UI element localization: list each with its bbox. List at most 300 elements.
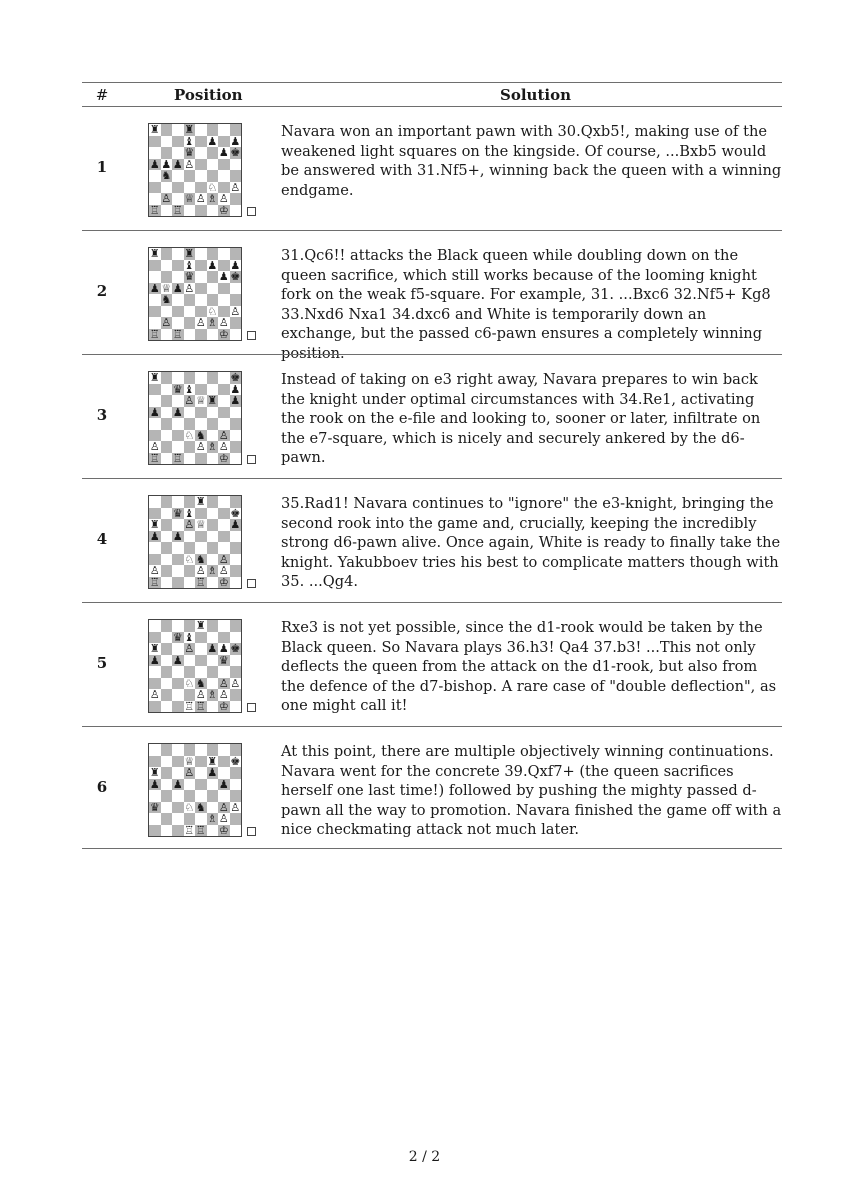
row-number: 1 — [96, 158, 108, 176]
board-square — [161, 565, 173, 577]
board-square — [161, 767, 173, 779]
board-square — [161, 802, 173, 814]
white-pawn-icon: ♙ — [218, 801, 229, 813]
table-row — [82, 478, 782, 602]
board-square — [172, 441, 184, 453]
board-square — [172, 294, 184, 306]
board-square — [195, 260, 207, 272]
board-square — [230, 205, 242, 217]
white-king-icon: ♔ — [218, 452, 229, 464]
white-pawn-icon: ♙ — [184, 767, 195, 779]
black-knight-icon: ♞ — [161, 170, 172, 182]
black-rook-icon: ♜ — [149, 124, 160, 136]
board-square — [218, 519, 230, 531]
board-square — [207, 283, 219, 295]
white-pawn-icon: ♙ — [230, 801, 241, 813]
board-square — [172, 767, 184, 779]
white-rook-icon: ♖ — [184, 700, 195, 712]
board-square — [161, 813, 173, 825]
row-number: 4 — [96, 530, 108, 548]
board-square — [230, 565, 242, 577]
board-square — [149, 418, 161, 430]
black-rook-icon: ♜ — [195, 620, 206, 632]
board-square — [184, 744, 196, 756]
white-pawn-icon: ♙ — [218, 441, 229, 453]
board-square — [207, 802, 219, 814]
chess-board — [148, 371, 242, 465]
white-bishop-icon: ♗ — [207, 565, 218, 577]
solution-text: 35.Rad1! Navara continues to "ignore" the e3-knight, bringing the second rook into the game and, crucially, keeping the incredibly strong d6-pawn alive. Once again, White is ready to finally take the knight. Yakubboev tries his best to complicate matters though with 35. ...Qg4. — [281, 495, 781, 590]
board-square — [149, 384, 161, 396]
board-square — [172, 802, 184, 814]
board-square — [207, 271, 219, 283]
board-square — [195, 779, 207, 791]
board-square — [161, 124, 173, 136]
white-rook-icon: ♖ — [149, 328, 160, 340]
black-king-icon: ♚ — [230, 643, 241, 655]
board-square — [172, 395, 184, 407]
black-rook-icon: ♜ — [149, 519, 160, 531]
board-square — [161, 329, 173, 341]
white-pawn-icon: ♙ — [230, 305, 241, 317]
board-square — [149, 678, 161, 690]
board-square — [149, 147, 161, 159]
board-square — [161, 519, 173, 531]
black-pawn-icon: ♟ — [172, 654, 183, 666]
board-square — [207, 294, 219, 306]
board-square — [207, 554, 219, 566]
board-square — [218, 620, 230, 632]
board-square — [195, 813, 207, 825]
black-pawn-icon: ♟ — [207, 135, 218, 147]
chess-board — [148, 247, 242, 341]
board-square — [218, 407, 230, 419]
board-square — [195, 744, 207, 756]
black-queen-icon: ♛ — [218, 654, 229, 666]
board-square — [149, 825, 161, 837]
board-square — [195, 790, 207, 802]
white-rook-icon: ♖ — [172, 452, 183, 464]
black-pawn-icon: ♟ — [230, 135, 241, 147]
board-square — [184, 542, 196, 554]
board-square — [149, 136, 161, 148]
black-pawn-icon: ♟ — [149, 778, 160, 790]
board-square — [184, 441, 196, 453]
board-square — [195, 248, 207, 260]
board-square — [184, 317, 196, 329]
board-square — [184, 666, 196, 678]
board-square — [195, 767, 207, 779]
board-square — [218, 170, 230, 182]
board-square — [218, 632, 230, 644]
board-square — [161, 453, 173, 465]
board-square — [207, 147, 219, 159]
black-bishop-icon: ♝ — [184, 631, 195, 643]
board-square — [230, 430, 242, 442]
column-header-position: Position — [174, 86, 243, 104]
board-square — [172, 418, 184, 430]
side-to-move-indicator — [247, 331, 256, 340]
black-rook-icon: ♜ — [207, 755, 218, 767]
board-square — [184, 577, 196, 589]
black-queen-icon: ♛ — [184, 147, 195, 159]
chess-board — [148, 619, 242, 713]
table-top-rule — [82, 82, 782, 83]
white-king-icon: ♔ — [218, 204, 229, 216]
white-pawn-icon: ♙ — [218, 565, 229, 577]
board-square — [149, 271, 161, 283]
board-square — [230, 418, 242, 430]
black-pawn-icon: ♟ — [161, 158, 172, 170]
board-square — [195, 329, 207, 341]
white-bishop-icon: ♗ — [207, 193, 218, 205]
chess-board — [148, 743, 242, 837]
black-knight-icon: ♞ — [195, 801, 206, 813]
board-square — [195, 182, 207, 194]
chess-board — [148, 495, 242, 589]
black-pawn-icon: ♟ — [172, 282, 183, 294]
black-king-icon: ♚ — [230, 271, 241, 283]
board-square — [207, 496, 219, 508]
board-square — [230, 496, 242, 508]
board-square — [184, 407, 196, 419]
board-square — [149, 790, 161, 802]
board-square — [161, 384, 173, 396]
black-rook-icon: ♜ — [184, 248, 195, 260]
board-square — [172, 825, 184, 837]
black-pawn-icon: ♟ — [207, 767, 218, 779]
white-pawn-icon: ♙ — [218, 429, 229, 441]
board-square — [161, 508, 173, 520]
black-pawn-icon: ♟ — [218, 147, 229, 159]
board-square — [149, 496, 161, 508]
board-square — [195, 655, 207, 667]
board-square — [207, 248, 219, 260]
board-square — [230, 689, 242, 701]
black-queen-icon: ♛ — [172, 383, 183, 395]
board-square — [161, 632, 173, 644]
board-square — [195, 418, 207, 430]
board-square — [184, 306, 196, 318]
board-square — [149, 430, 161, 442]
column-header-number: # — [95, 86, 109, 104]
board-square — [161, 689, 173, 701]
white-knight-icon: ♘ — [207, 181, 218, 193]
board-square — [149, 542, 161, 554]
board-square — [230, 744, 242, 756]
board-square — [161, 620, 173, 632]
chess-board — [148, 123, 242, 217]
black-pawn-icon: ♟ — [218, 271, 229, 283]
board-square — [149, 306, 161, 318]
board-square — [149, 701, 161, 713]
board-square — [207, 790, 219, 802]
board-square — [230, 655, 242, 667]
black-queen-icon: ♛ — [184, 271, 195, 283]
row-number: 3 — [96, 406, 108, 424]
white-bishop-icon: ♗ — [207, 689, 218, 701]
board-square — [161, 779, 173, 791]
board-square — [195, 666, 207, 678]
board-square — [218, 159, 230, 171]
board-square — [230, 317, 242, 329]
side-to-move-indicator — [247, 579, 256, 588]
board-square — [149, 395, 161, 407]
board-square — [149, 813, 161, 825]
board-square — [161, 407, 173, 419]
board-square — [230, 407, 242, 419]
white-knight-icon: ♘ — [184, 801, 195, 813]
board-square — [195, 170, 207, 182]
black-pawn-icon: ♟ — [230, 383, 241, 395]
board-square — [184, 329, 196, 341]
board-square — [195, 294, 207, 306]
board-square — [195, 384, 207, 396]
board-square — [161, 678, 173, 690]
board-square — [184, 418, 196, 430]
board-square — [184, 813, 196, 825]
board-square — [207, 655, 219, 667]
board-square — [161, 147, 173, 159]
white-rook-icon: ♖ — [149, 576, 160, 588]
board-square — [230, 283, 242, 295]
board-square — [161, 756, 173, 768]
black-pawn-icon: ♟ — [172, 158, 183, 170]
board-square — [207, 329, 219, 341]
board-square — [149, 193, 161, 205]
white-pawn-icon: ♙ — [218, 677, 229, 689]
solution-text: 31.Qc6!! attacks the Black queen while doubling down on the queen sacrifice, which still works because of the looming knight fork on the weak f5-square. For example, 31. ...Bxc6 32.Nf5+ Kg8 33.Nxd6 Nxa1 34.dxc6 and White is temporarily down an exchange, but the passed c6-pawn ensures a completely winning position. — [281, 247, 771, 362]
white-pawn-icon: ♙ — [195, 441, 206, 453]
white-knight-icon: ♘ — [207, 305, 218, 317]
board-square — [207, 779, 219, 791]
board-square — [172, 542, 184, 554]
black-bishop-icon: ♝ — [184, 259, 195, 271]
white-rook-icon: ♖ — [184, 824, 195, 836]
board-square — [161, 182, 173, 194]
board-square — [207, 531, 219, 543]
side-to-move-indicator — [247, 455, 256, 464]
black-king-icon: ♚ — [230, 372, 241, 384]
board-square — [230, 666, 242, 678]
board-square — [207, 519, 219, 531]
board-square — [161, 577, 173, 589]
board-square — [218, 294, 230, 306]
page-number: 2 / 2 — [408, 1149, 441, 1165]
black-knight-icon: ♞ — [161, 294, 172, 306]
board-square — [207, 170, 219, 182]
black-pawn-icon: ♟ — [207, 259, 218, 271]
white-pawn-icon: ♙ — [218, 317, 229, 329]
board-square — [172, 813, 184, 825]
board-square — [172, 124, 184, 136]
black-rook-icon: ♜ — [184, 124, 195, 136]
board-square — [195, 205, 207, 217]
board-square — [207, 372, 219, 384]
board-square — [172, 519, 184, 531]
white-rook-icon: ♖ — [195, 700, 206, 712]
board-square — [207, 453, 219, 465]
board-square — [218, 666, 230, 678]
board-square — [195, 453, 207, 465]
board-square — [172, 193, 184, 205]
board-square — [207, 744, 219, 756]
black-pawn-icon: ♟ — [172, 530, 183, 542]
table-row — [82, 726, 782, 850]
board-square — [230, 779, 242, 791]
board-square — [149, 620, 161, 632]
board-square — [195, 531, 207, 543]
board-square — [172, 620, 184, 632]
board-square — [218, 248, 230, 260]
board-square — [195, 306, 207, 318]
board-square — [230, 124, 242, 136]
board-square — [184, 790, 196, 802]
white-bishop-icon: ♗ — [207, 317, 218, 329]
board-square — [218, 767, 230, 779]
board-square — [207, 620, 219, 632]
table-row — [82, 106, 782, 230]
black-bishop-icon: ♝ — [184, 383, 195, 395]
white-pawn-icon: ♙ — [230, 181, 241, 193]
white-king-icon: ♔ — [218, 700, 229, 712]
row-number: 2 — [96, 282, 108, 300]
black-knight-icon: ♞ — [195, 677, 206, 689]
board-square — [230, 554, 242, 566]
board-square — [184, 182, 196, 194]
board-square — [172, 147, 184, 159]
board-square — [195, 756, 207, 768]
black-bishop-icon: ♝ — [184, 135, 195, 147]
white-pawn-icon: ♙ — [230, 677, 241, 689]
board-square — [195, 643, 207, 655]
white-knight-icon: ♘ — [184, 553, 195, 565]
black-pawn-icon: ♟ — [149, 654, 160, 666]
board-square — [184, 689, 196, 701]
black-rook-icon: ♜ — [149, 372, 160, 384]
board-square — [161, 496, 173, 508]
board-square — [161, 372, 173, 384]
board-square — [207, 205, 219, 217]
board-square — [230, 531, 242, 543]
board-square — [230, 701, 242, 713]
board-square — [184, 294, 196, 306]
white-pawn-icon: ♙ — [184, 158, 195, 170]
white-pawn-icon: ♙ — [149, 689, 160, 701]
white-knight-icon: ♘ — [184, 677, 195, 689]
table-row — [82, 354, 782, 478]
board-square — [172, 666, 184, 678]
solution-text: Instead of taking on e3 right away, Navara prepares to win back the knight under optimal circumstances with 34.Re1, activating the rook on the e-file and looking to, sooner or later, infiltrate on the e7-square, which is nicely and securely ankered by the d6-pawn. — [281, 371, 761, 466]
white-pawn-icon: ♙ — [195, 193, 206, 205]
black-rook-icon: ♜ — [207, 395, 218, 407]
board-square — [195, 136, 207, 148]
board-square — [218, 756, 230, 768]
board-square — [195, 283, 207, 295]
board-square — [161, 643, 173, 655]
board-square — [161, 655, 173, 667]
board-square — [172, 756, 184, 768]
white-king-icon: ♔ — [218, 328, 229, 340]
black-pawn-icon: ♟ — [149, 406, 160, 418]
board-square — [195, 372, 207, 384]
table-row — [82, 230, 782, 362]
board-square — [195, 147, 207, 159]
board-square — [161, 205, 173, 217]
white-queen-icon: ♕ — [195, 395, 206, 407]
board-square — [218, 531, 230, 543]
board-square — [218, 508, 230, 520]
board-square — [172, 248, 184, 260]
board-square — [207, 666, 219, 678]
board-square — [172, 689, 184, 701]
board-square — [172, 271, 184, 283]
board-square — [230, 825, 242, 837]
board-square — [184, 205, 196, 217]
black-king-icon: ♚ — [230, 755, 241, 767]
white-pawn-icon: ♙ — [184, 519, 195, 531]
board-square — [195, 632, 207, 644]
board-square — [230, 767, 242, 779]
board-square — [230, 453, 242, 465]
board-square — [230, 813, 242, 825]
white-pawn-icon: ♙ — [218, 813, 229, 825]
board-square — [207, 825, 219, 837]
white-pawn-icon: ♙ — [218, 193, 229, 205]
board-square — [207, 418, 219, 430]
board-square — [184, 372, 196, 384]
black-pawn-icon: ♟ — [207, 643, 218, 655]
board-square — [195, 159, 207, 171]
black-rook-icon: ♜ — [149, 248, 160, 260]
board-square — [161, 395, 173, 407]
white-pawn-icon: ♙ — [149, 441, 160, 453]
board-square — [149, 744, 161, 756]
board-square — [195, 542, 207, 554]
board-square — [161, 701, 173, 713]
white-pawn-icon: ♙ — [195, 565, 206, 577]
black-knight-icon: ♞ — [195, 553, 206, 565]
board-square — [218, 790, 230, 802]
white-rook-icon: ♖ — [149, 452, 160, 464]
column-header-solution: Solution — [500, 86, 571, 104]
board-square — [218, 372, 230, 384]
board-square — [161, 430, 173, 442]
white-pawn-icon: ♙ — [195, 689, 206, 701]
side-to-move-indicator — [247, 827, 256, 836]
board-square — [172, 565, 184, 577]
board-square — [172, 372, 184, 384]
black-pawn-icon: ♟ — [149, 530, 160, 542]
solution-text: At this point, there are multiple objectively winning continuations. Navara went for the concrete 39.Qxf7+ (the queen sacrifices herself one last time!) followed by pushing the mighty passed d-pawn all the way to promotion. Navara finished the game off with a nice checkmating attack not much later. — [281, 743, 782, 838]
board-square — [149, 170, 161, 182]
board-square — [172, 678, 184, 690]
white-pawn-icon: ♙ — [195, 317, 206, 329]
white-pawn-icon: ♙ — [149, 565, 160, 577]
white-queen-icon: ♕ — [184, 755, 195, 767]
board-square — [207, 384, 219, 396]
board-square — [161, 418, 173, 430]
row-number: 6 — [96, 778, 108, 796]
side-to-move-indicator — [247, 207, 256, 216]
white-king-icon: ♔ — [218, 576, 229, 588]
black-king-icon: ♚ — [230, 147, 241, 159]
board-square — [172, 317, 184, 329]
board-square — [161, 260, 173, 272]
board-square — [195, 407, 207, 419]
board-square — [172, 260, 184, 272]
board-square — [218, 260, 230, 272]
